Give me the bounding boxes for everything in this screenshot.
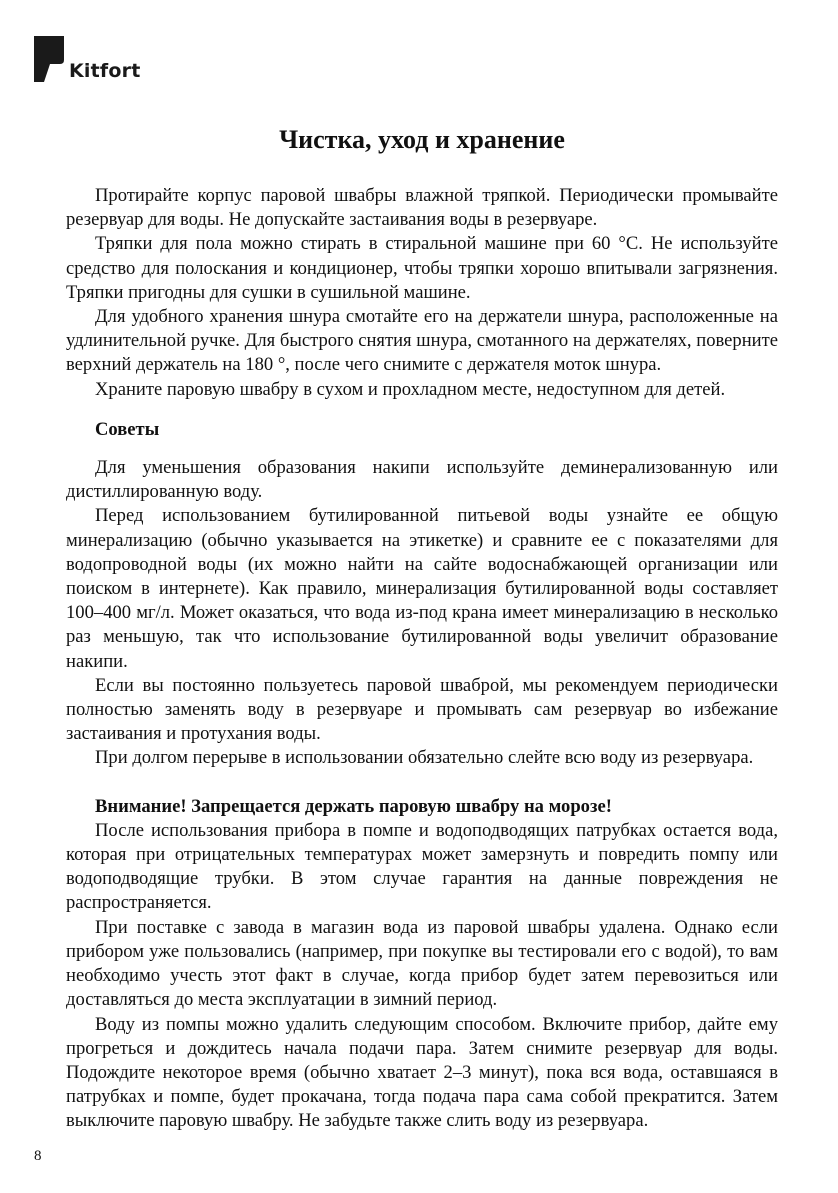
paragraph: Если вы постоянно пользуетесь паровой шваброй, мы рекомендуем периодически полностью заменять воду в резервуаре и промывать сам резервуар во избежание застаивания и протухания воды.: [66, 674, 778, 745]
section-warning: [66, 819, 778, 1134]
paragraph: После использования прибора в помпе и водоподводящих патрубках остается вода, которая при отрицательных температурах может замерзнуть и повредить помпу или водоподводящие трубки. В этом случае гарантия на данные повреждения не распространяется.: [66, 819, 778, 914]
brand-name: Kitfort: [69, 60, 141, 82]
paragraph: Храните паровую швабру в сухом и прохладном месте, недоступном для детей.: [95, 378, 726, 400]
paragraph: Для удобного хранения шнура смотайте его на держатели шнура, расположенные на удлинительной ручке. Для быстрого снятия шнура, смотанного на держателях, поверните верхний держатель на 180 °, после чего снимите с держателя моток шнура.: [66, 306, 778, 376]
kitfort-logo-icon: [32, 34, 66, 84]
kitfort-logo: [32, 34, 141, 84]
paragraph: Тряпки для пола можно стирать в стиральной машине при 60 °С. Не используйте средство для полоскания и кондиционер, чтобы тряпки хорошо впитывали загрязнения. Тряпки пригодны для сушки в сушильной машине.: [66, 233, 778, 303]
paragraph: При поставке с завода в магазин вода из паровой швабры удалена. Однако если прибором уже пользовались (например, при покупке вы тестировали его с водой), то вам необходимо учесть этот факт в случае, когда прибор будет затем перевозиться или доставляться до места эксплуатации в зимний период.: [66, 916, 778, 1011]
page-title: Чистка, уход и хранение: [279, 125, 565, 154]
page-content: [66, 122, 778, 1134]
warning-heading: Внимание! Запрещается держать паровую швабру на морозе!: [95, 795, 612, 817]
paragraph: Протирайте корпус паровой швабры влажной тряпкой. Периодически промывайте резервуар для воды. Не допускайте застаивания воды в резервуаре.: [66, 185, 778, 231]
section-care: [66, 184, 778, 402]
section-tips: [66, 456, 778, 771]
page-number: 8: [34, 1148, 42, 1164]
paragraph: Воду из помпы можно удалить следующим способом. Включите прибор, дайте ему прогреться и дождитесь начала подачи пара. Затем снимите резервуар для воды. Подождите некоторое время (обычно хватает 2–3 минут), пока вся вода, оставшаяся в патрубках и помпе, будет прокачана, тогда подача пара сама собой прекратится. Затем выключите паровую швабру. Не забудьте также слить воду из резервуара.: [66, 1013, 778, 1132]
tips-heading: Советы: [95, 418, 160, 440]
paragraph: Перед использованием бутилированной питьевой воды узнайте ее общую минерализацию (обычно указывается на этикетке) и сравните ее с показателями для водопроводной воды (их можно найти на сайте водоснабжающей организации или поиском в интернете). Как правило, минерализация бутилированной воды составляет 100–400 мг/л. Может оказаться, что вода из-под крана имеет минерализацию в несколько раз меньшую, так что использование бутилированной воды увеличит образование накипи.: [66, 505, 778, 672]
paragraph: При долгом перерыве в использовании обязательно слейте всю воду из резервуара.: [95, 747, 754, 769]
paragraph: Для уменьшения образования накипи используйте деминерализованную или дистиллированную воду.: [66, 457, 778, 503]
